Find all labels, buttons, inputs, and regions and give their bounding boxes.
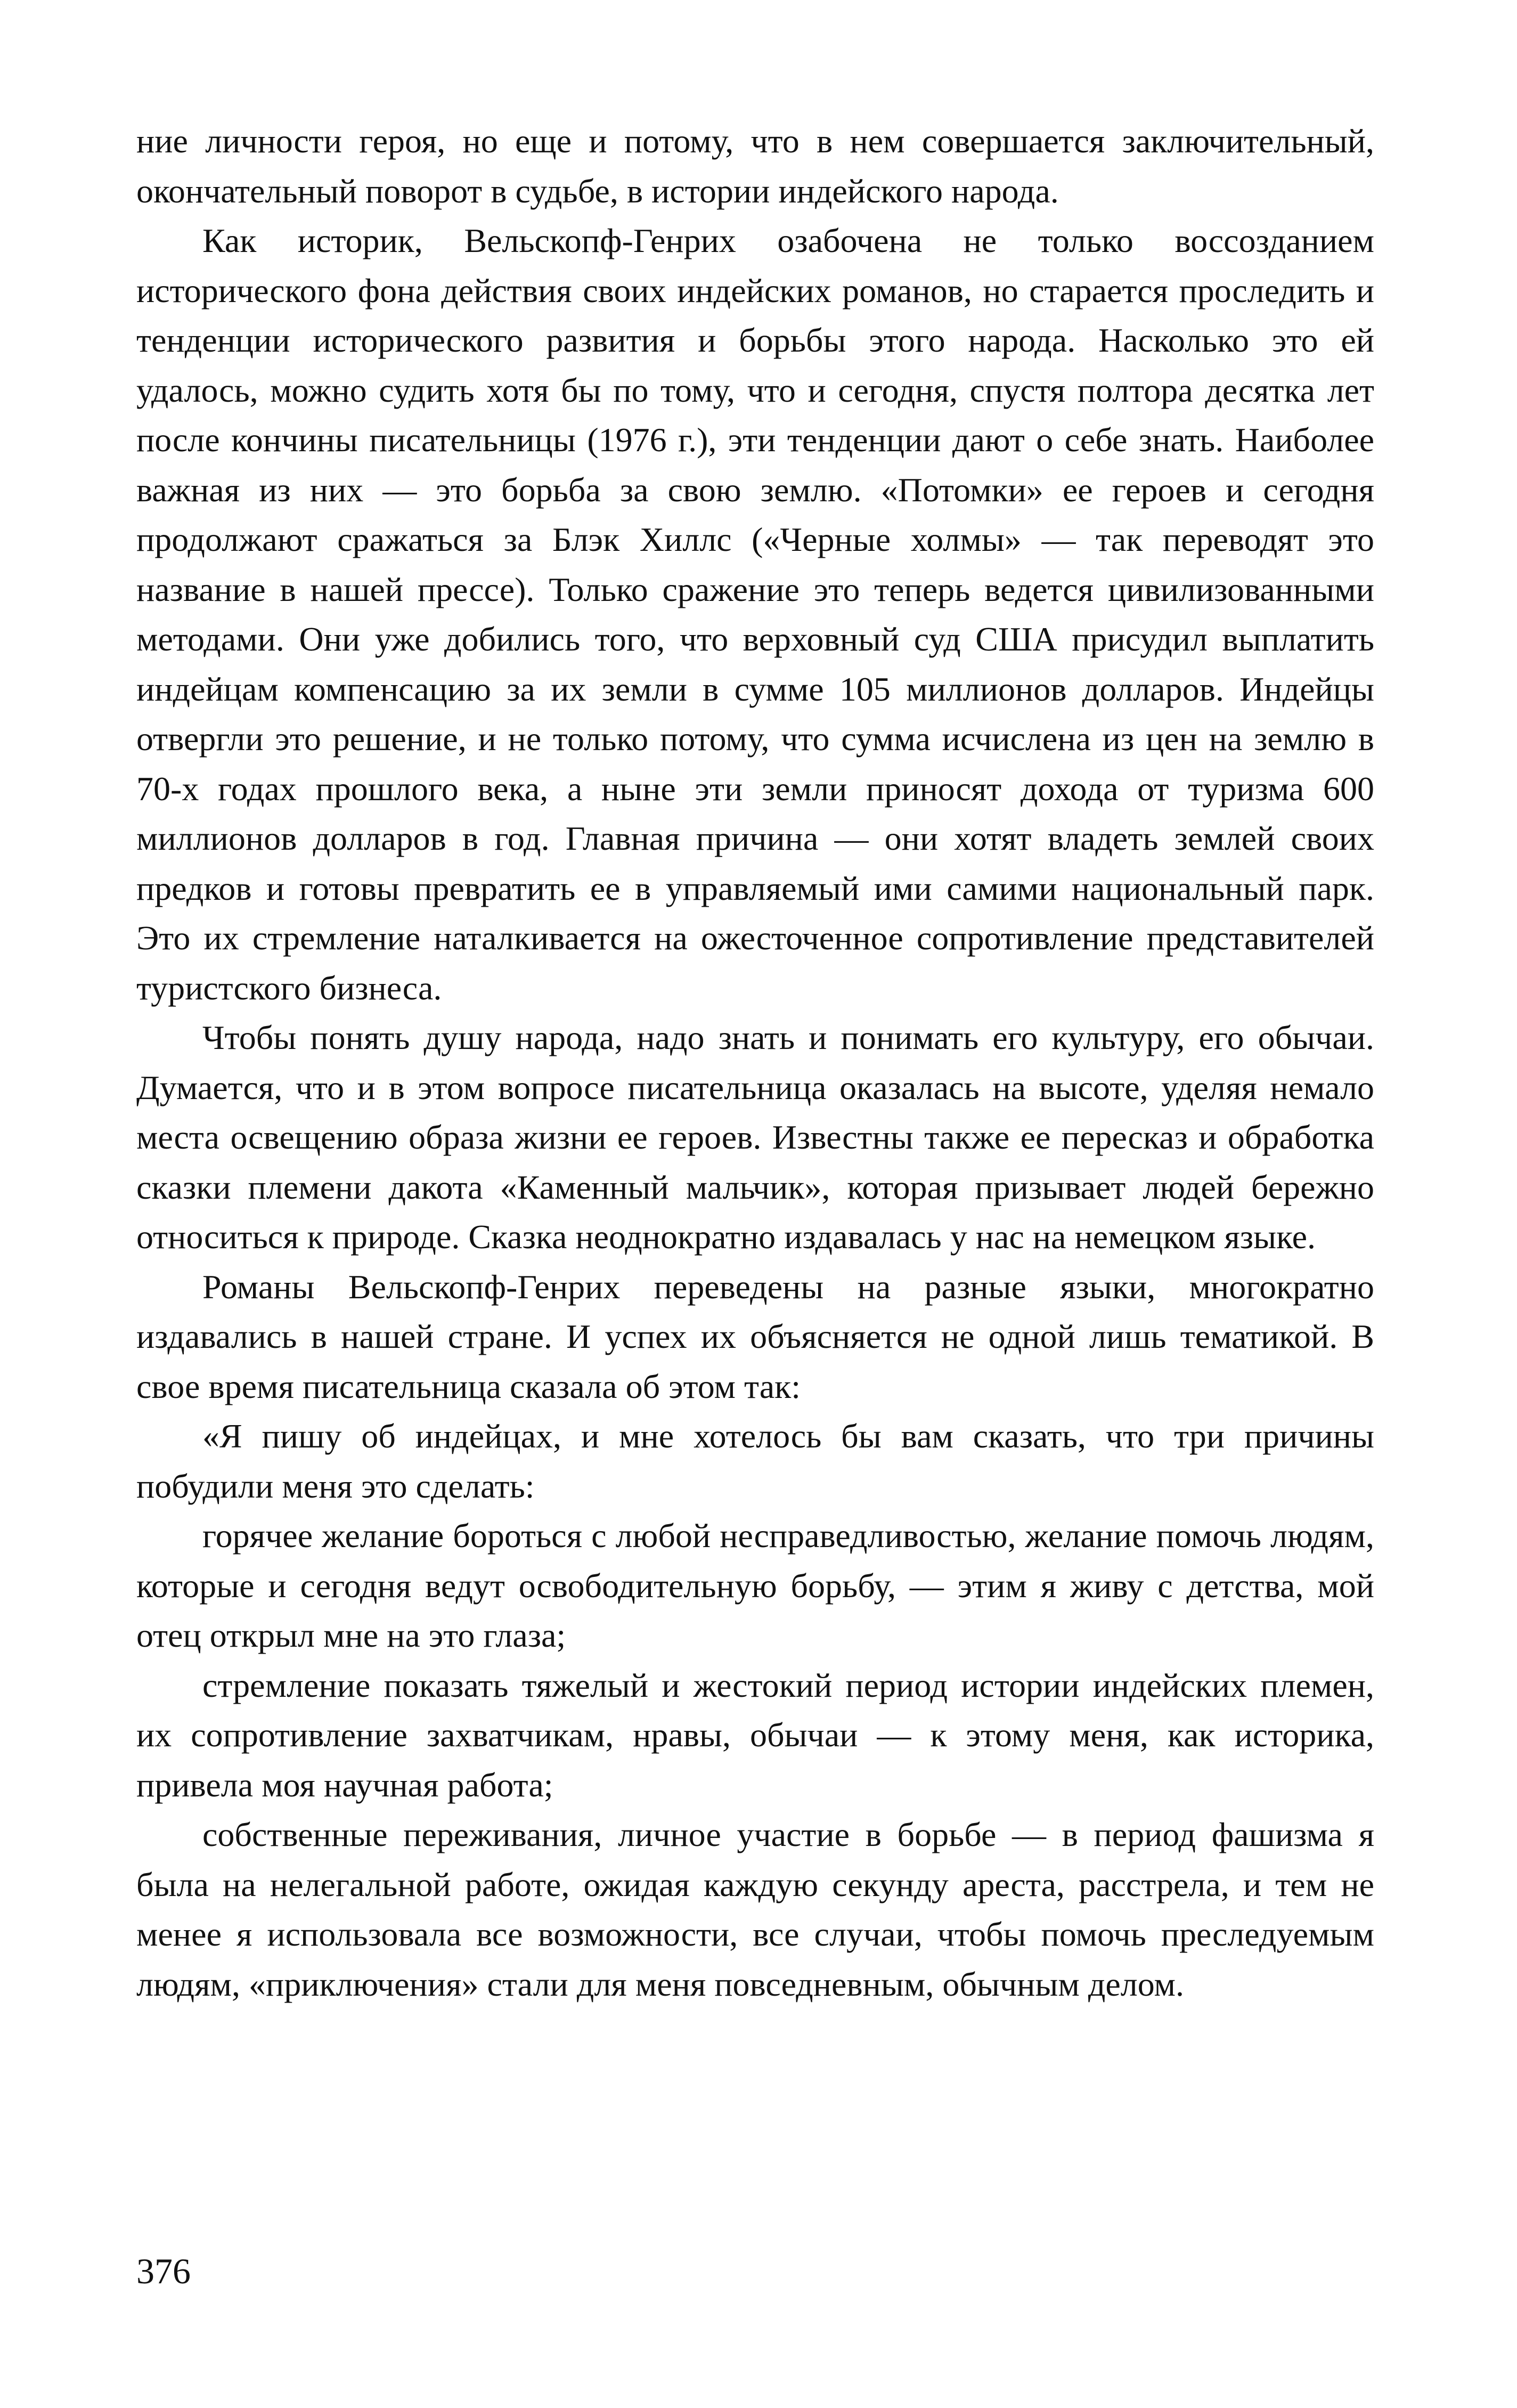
paragraph-quote-intro: «Я пишу об индейцах, и мне хотелось бы вам сказать, что три причины побудили меня это сделать: [136, 1417, 1374, 1505]
paragraph-historian: Как историк, Вельскопф-Генрих озабочена не только воссозданием исторического фона действия своих индейских романов, но старается проследить и тенденции исторического развития и борьбы этого народа. Насколько это ей удалось, можно судить хотя бы по тому, что и сегодня, спустя полтора десятка лет после кончины писательницы (1976 г.), эти тенденции дают о себе знать. Наиболее важная из них — это борьба за свою землю. «Потомки» ее героев и сегодня продолжают сражаться за Блэк Хиллс («Черные холмы» — так переводят это название в нашей прессе). Только сражение это теперь ведется цивилизованными методами. Они уже добились того, что верховный суд США присудил выплатить индейцам компенсацию за их земли в сумме 105 миллионов долларов. Индейцы отвергли это решение, и не только потому, что сумма исчислена из цен на землю в 70-х годах прошлого века, а ныне эти земли приносят дохода от туризма 600 миллионов долларов в год. Главная причина — они хотят владеть землей своих предков и готовы превратить ее в управляемый ими самими национальный парк. Это их стремление наталкивается на ожесточенное сопротивление представителей туристского бизнеса. [136, 222, 1374, 1007]
body-text [136, 116, 1374, 2009]
paragraph-continuation: ние личности героя, но еще и потому, что в нем совершается заключительный, окончательный поворот в судьбе, в истории индейского народа. [136, 122, 1374, 210]
paragraph-reason-two: стремление показать тяжелый и жестокий период истории индейских племен, их сопротивление захватчикам, нравы, обычаи — к этому меня, как историка, привела моя научная работа; [136, 1666, 1374, 1804]
paragraph-reason-three: собственные переживания, личное участие в борьбе — в период фашизма я была на нелегальной работе, ожидая каждую секунду ареста, расстрела, и тем не менее я использовала все возможности, все случаи, чтобы помочь преследуемым людям, «приключения» стали для меня повседневным, обычным делом. [136, 1816, 1374, 2003]
paragraph-culture: Чтобы понять душу народа, надо знать и понимать его культуру, его обычаи. Думается, что и в этом вопросе писательница оказалась на высоте, уделяя немало места освещению образа жизни ее героев. Известны также ее пересказ и обработка сказки племени дакота «Каменный мальчик», которая призывает людей бережно относиться к природе. Сказка неоднократно издавалась у нас на немецком языке. [136, 1019, 1374, 1256]
paragraph-novels: Романы Вельскопф-Генрих переведены на разные языки, многократно издавались в нашей стране. И успех их объясняется не одной лишь тематикой. В свое время писательница сказала об этом так: [136, 1267, 1374, 1405]
paragraph-reason-one: горячее желание бороться с любой несправедливостью, желание помочь людям, которые и сегодня ведут освободительную борьбу, — этим я живу с детства, мой отец открыл мне на это глаза; [136, 1517, 1374, 1654]
page-number: 376 [136, 2251, 191, 2291]
